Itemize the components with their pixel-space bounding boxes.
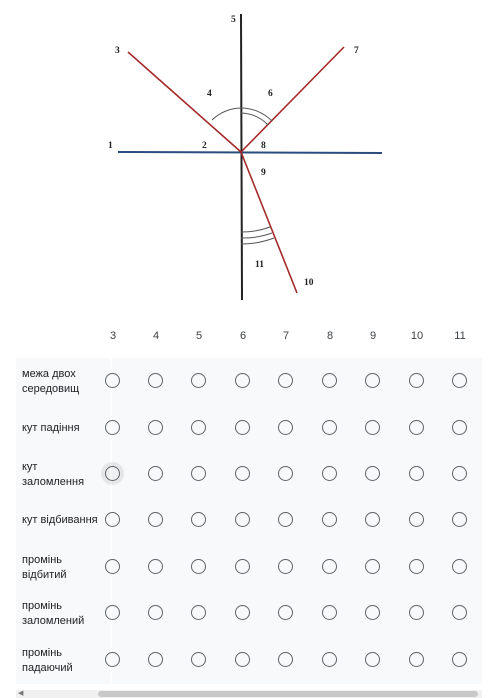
radio-button[interactable] bbox=[148, 559, 163, 574]
radio-button[interactable] bbox=[278, 605, 293, 620]
radio-button[interactable] bbox=[105, 559, 120, 574]
row-label: кут заломлення bbox=[22, 460, 85, 488]
radio-button[interactable] bbox=[278, 373, 293, 388]
column-header: 3 bbox=[109, 330, 117, 342]
grid-row bbox=[16, 358, 482, 405]
radio-button[interactable] bbox=[148, 373, 163, 388]
radio-button[interactable] bbox=[148, 420, 163, 435]
radio-button[interactable] bbox=[452, 605, 467, 620]
radio-button[interactable] bbox=[148, 512, 163, 527]
radio-button[interactable] bbox=[148, 652, 163, 667]
radio-button[interactable] bbox=[191, 466, 206, 481]
radio-button[interactable] bbox=[235, 373, 250, 388]
label-8: 8 bbox=[261, 141, 266, 151]
label-6: 6 bbox=[268, 89, 273, 99]
radio-button[interactable] bbox=[148, 605, 163, 620]
radio-button[interactable] bbox=[365, 605, 380, 620]
column-header: 9 bbox=[369, 330, 377, 342]
radio-button[interactable] bbox=[235, 605, 250, 620]
scrollbar-thumb[interactable] bbox=[98, 691, 478, 697]
radio-button[interactable] bbox=[322, 373, 337, 388]
radio-button[interactable] bbox=[191, 420, 206, 435]
radio-button[interactable] bbox=[409, 420, 424, 435]
radio-button[interactable] bbox=[365, 373, 380, 388]
row-label: кут падіння bbox=[22, 422, 80, 434]
radio-button[interactable] bbox=[235, 466, 250, 481]
radio-button[interactable] bbox=[322, 420, 337, 435]
grid-row bbox=[16, 451, 482, 498]
radio-button[interactable] bbox=[409, 559, 424, 574]
radio-button[interactable] bbox=[365, 466, 380, 481]
grid-row bbox=[16, 590, 482, 637]
label-3: 3 bbox=[115, 46, 120, 56]
radio-button[interactable] bbox=[409, 512, 424, 527]
radio-button[interactable] bbox=[235, 652, 250, 667]
radio-button[interactable] bbox=[235, 559, 250, 574]
column-header: 7 bbox=[282, 330, 290, 342]
column-header: 11 bbox=[454, 330, 466, 342]
column-header: 10 bbox=[410, 330, 424, 342]
radio-button[interactable] bbox=[235, 512, 250, 527]
radio-button[interactable] bbox=[235, 420, 250, 435]
row-label: промінь заломлений bbox=[22, 599, 85, 627]
radio-button[interactable] bbox=[322, 466, 337, 481]
radio-button[interactable] bbox=[278, 652, 293, 667]
radio-button[interactable] bbox=[452, 652, 467, 667]
label-4: 4 bbox=[207, 89, 212, 99]
radio-button[interactable] bbox=[409, 605, 424, 620]
radio-button[interactable] bbox=[105, 605, 120, 620]
radio-button[interactable] bbox=[409, 373, 424, 388]
scroll-left-icon[interactable]: ◀ bbox=[18, 690, 24, 697]
label-9: 9 bbox=[261, 168, 266, 178]
label-2: 2 bbox=[202, 141, 207, 151]
radio-button[interactable] bbox=[191, 559, 206, 574]
radio-button[interactable] bbox=[365, 652, 380, 667]
label-10: 10 bbox=[304, 278, 314, 288]
radio-button[interactable] bbox=[452, 373, 467, 388]
column-header: 4 bbox=[152, 330, 160, 342]
radio-button[interactable] bbox=[105, 420, 120, 435]
radio-button[interactable] bbox=[322, 559, 337, 574]
column-header: 5 bbox=[195, 330, 203, 342]
radio-button[interactable] bbox=[322, 512, 337, 527]
label-11: 11 bbox=[255, 260, 264, 270]
grid-row bbox=[16, 405, 482, 452]
radio-button[interactable] bbox=[105, 373, 120, 388]
column-header: 6 bbox=[239, 330, 247, 342]
row-label: межа двох середовищ bbox=[22, 367, 80, 395]
radio-button[interactable] bbox=[191, 652, 206, 667]
radio-button[interactable] bbox=[278, 512, 293, 527]
horizontal-scrollbar[interactable] bbox=[16, 690, 482, 698]
grid-row bbox=[16, 497, 482, 544]
grid-row bbox=[16, 544, 482, 591]
radio-button[interactable] bbox=[191, 512, 206, 527]
label-1: 1 bbox=[108, 141, 113, 151]
radio-button[interactable] bbox=[148, 466, 163, 481]
radio-button[interactable] bbox=[365, 420, 380, 435]
column-header: 8 bbox=[326, 330, 334, 342]
row-label: промінь падаючий bbox=[22, 646, 73, 674]
radio-button[interactable] bbox=[365, 512, 380, 527]
radio-button[interactable] bbox=[278, 420, 293, 435]
radio-button[interactable] bbox=[322, 605, 337, 620]
radio-button[interactable] bbox=[105, 512, 120, 527]
radio-button[interactable] bbox=[105, 652, 120, 667]
radio-button[interactable] bbox=[409, 652, 424, 667]
radio-button[interactable] bbox=[191, 373, 206, 388]
radio-button[interactable] bbox=[322, 652, 337, 667]
grid-row bbox=[16, 637, 482, 684]
radio-button[interactable] bbox=[365, 559, 380, 574]
radio-button[interactable] bbox=[105, 466, 120, 481]
radio-button[interactable] bbox=[409, 466, 424, 481]
radio-button[interactable] bbox=[452, 559, 467, 574]
radio-button[interactable] bbox=[278, 466, 293, 481]
radio-button[interactable] bbox=[452, 512, 467, 527]
row-label: промінь відбитий bbox=[22, 553, 67, 581]
radio-button[interactable] bbox=[452, 420, 467, 435]
label-7: 7 bbox=[354, 46, 359, 56]
radio-button[interactable] bbox=[278, 559, 293, 574]
label-5: 5 bbox=[231, 15, 236, 25]
row-label: кут відбивання bbox=[22, 514, 98, 526]
radio-button[interactable] bbox=[191, 605, 206, 620]
radio-button[interactable] bbox=[452, 466, 467, 481]
